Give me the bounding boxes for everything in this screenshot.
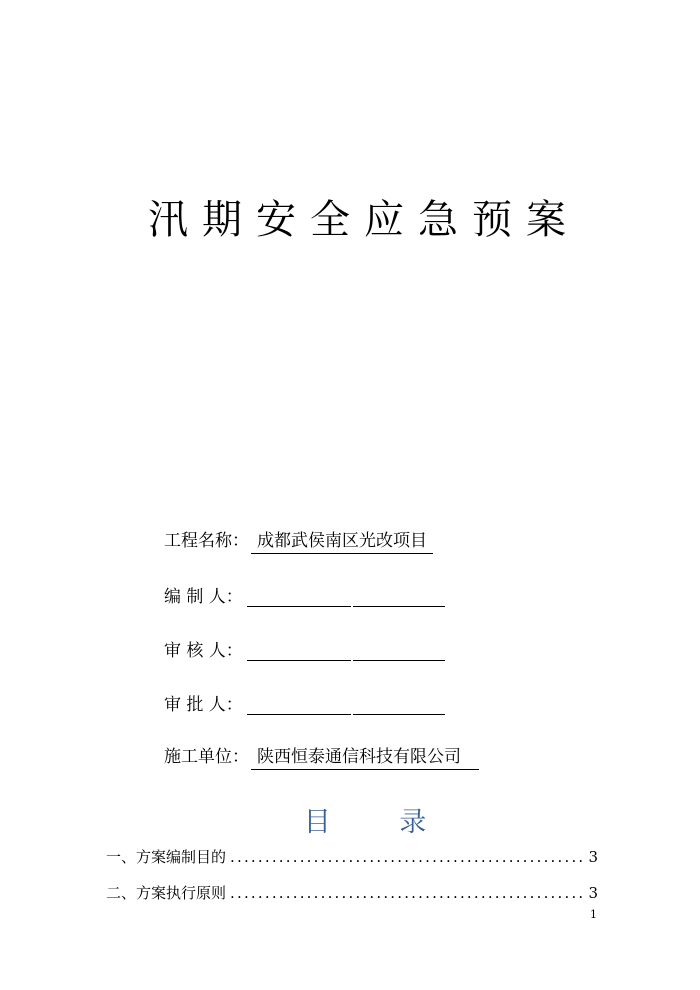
approver-field [164,690,445,715]
toc-item-text: 二、方案执行原则 [106,884,227,902]
project-name-label: 工程名称： [164,531,249,551]
approver-label: 审 批 人： [164,695,243,715]
project-name-value: 成都武侯南区光改项目 [251,531,433,554]
preparer-blank-1 [247,586,351,607]
toc-item-page: 3 [588,848,598,866]
preparer-label: 编 制 人： [164,587,243,607]
preparer-blank-2 [353,586,445,607]
preparer-field [164,582,445,607]
toc-item-page: 3 [588,884,598,902]
toc-item[interactable] [106,846,598,867]
document-title: 汛期安全应急预案 [148,197,580,243]
contractor-label: 施工单位： [164,747,249,767]
project-name-field [164,526,433,554]
reviewer-field [164,636,445,661]
approver-blank-1 [247,694,351,715]
approver-blank-2 [353,694,445,715]
page-number: 1 [590,908,597,921]
reviewer-label: 审 核 人： [164,641,243,661]
contractor-field [164,742,479,770]
contractor-value: 陕西恒泰通信科技有限公司 [251,747,479,770]
reviewer-blank-2 [353,640,445,661]
toc-item-text: 一、方案编制目的 [106,848,227,866]
reviewer-blank-1 [247,640,351,661]
toc-item[interactable] [106,882,598,903]
toc-leader-dots [230,884,584,902]
toc-leader-dots [230,848,584,866]
toc-title: 目 录 [303,807,457,838]
